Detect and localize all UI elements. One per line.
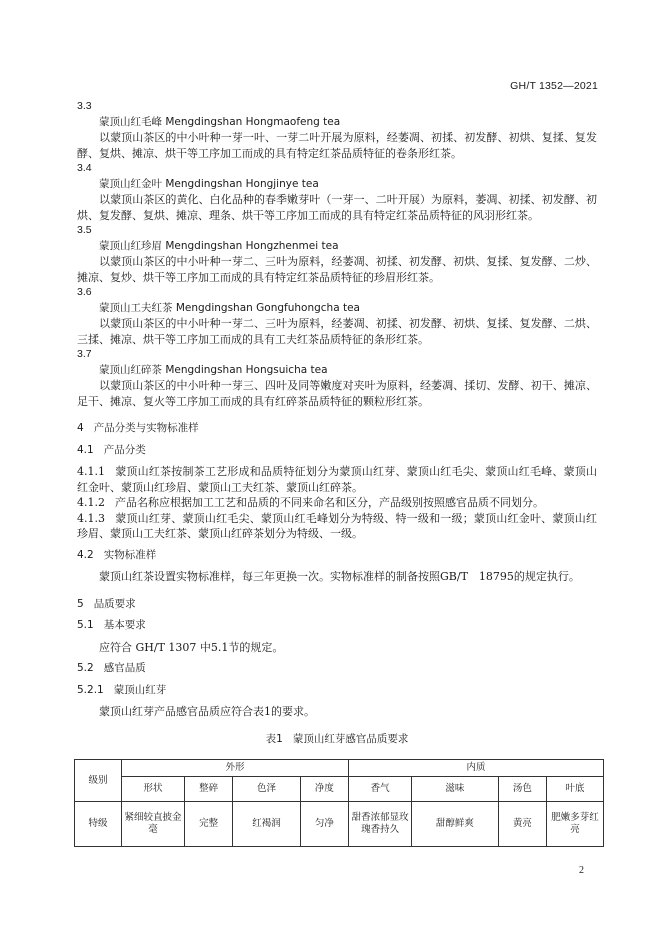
term-definition: 以蒙顶山茶区的中小叶种一芽三、四叶及同等嫩度对夹叶为原料，经萎凋、揉切、发酵、初干、摊凉、足干、摊凉、复火等工序加工而成的具有红碎茶品质特征的颗粒形红茶。 <box>77 379 597 408</box>
term-definition: 以蒙顶山茶区的黄化、白化品种的春季嫩芽叶（一芽一、二叶开展）为原料，萎凋、初揉、初发酵、初烘、复发酵、复烘、摊凉、理条、烘干等工序加工而成的具有特定红茶品质特征的风羽形红茶。 <box>77 193 597 222</box>
section-heading <box>77 421 597 437</box>
document-body <box>77 99 597 757</box>
inner-quality-group-header: 内质 <box>349 760 604 777</box>
quality-table <box>74 759 604 847</box>
grade-header: 级别 <box>75 760 122 802</box>
clause-text: 蒙顶山红芽、蒙顶山红毛尖、蒙顶山红毛峰划分为特级、特一级和一级；蒙顶山红金叶、蒙顶山红珍眉、蒙顶山工夫红茶、蒙顶山红碎茶划分为特级、一级。 <box>77 511 597 540</box>
term-name: 蒙顶山红金叶 Mengdingshan Hongjinye tea <box>99 177 319 190</box>
subsection-number: 5.2 <box>77 662 94 674</box>
term-name: 蒙顶山红碎茶 Mengdingshan Hongsuicha tea <box>99 363 328 376</box>
clause-item <box>77 464 597 495</box>
page-number: 2 <box>579 865 584 876</box>
subsection-title: 感官品质 <box>103 662 146 674</box>
table-cell: 甜香浓郁显玫瑰香持久 <box>349 802 412 847</box>
clause-number: 4.1.3 <box>77 511 105 525</box>
clause-item <box>77 511 597 542</box>
section-title: 品质要求 <box>93 597 136 610</box>
table-cell: 黄亮 <box>498 802 546 847</box>
term-number: 3.4 <box>77 162 92 174</box>
paragraph: 蒙顶山红芽产品感官品质应符合表1的要求。 <box>99 705 315 718</box>
term-number: 3.7 <box>77 348 92 360</box>
table-caption <box>77 732 597 748</box>
table-cell: 甜醇鲜爽 <box>412 802 499 847</box>
subsubsection-number: 5.2.1 <box>77 683 104 696</box>
column-header: 整碎 <box>185 777 233 802</box>
table-cell: 红褐润 <box>233 802 300 847</box>
column-header: 色泽 <box>233 777 300 802</box>
term-definition: 以蒙顶山茶区的中小叶种一芽二、三叶为原料，经萎凋、初揉、初发酵、初烘、复揉、复发酵、二烘、三揉、摊凉、烘干等工序加工而成的具有工夫红茶品质特征的条形红茶。 <box>77 317 597 346</box>
term-definition: 以蒙顶山茶区的中小叶种一芽一叶、一芽二叶开展为原料，经萎凋、初揉、初发酵、初烘、复揉、复发酵、复烘、摊凉、烘干等工序加工而成的具有特定红茶品质特征的卷条形红茶。 <box>77 131 597 160</box>
subsection-title: 基本要求 <box>103 619 146 631</box>
term-definition: 以蒙顶山茶区的中小叶种一芽二、三叶为原料，经萎凋、初揉、初发酵、初烘、复揉、复发酵、二炒、摊凉、复炒、烘干等工序加工而成的具有特定红茶品质特征的珍眉形红茶。 <box>77 255 597 284</box>
table-cell: 肥嫩多芽红亮 <box>547 802 604 847</box>
term-name: 蒙顶山红珍眉 Mengdingshan Hongzhenmei tea <box>99 239 339 252</box>
table-header-row <box>75 760 604 777</box>
column-header: 香气 <box>349 777 412 802</box>
section-number: 5 <box>77 597 84 610</box>
column-header: 净度 <box>300 777 348 802</box>
section-heading <box>77 597 597 613</box>
table-row <box>75 802 604 847</box>
subsection-number: 4.1 <box>77 443 94 456</box>
section-number: 4 <box>77 422 84 434</box>
table-cell: 匀净 <box>300 802 348 847</box>
term-number: 3.5 <box>77 224 92 236</box>
table-caption-title: 蒙顶山红芽感官品质要求 <box>292 732 409 745</box>
paragraph: 应符合 GH/T 1307 中5.1节的规定。 <box>99 640 284 654</box>
subsection-heading <box>77 618 597 634</box>
column-header: 滋味 <box>412 777 499 802</box>
subsection-heading <box>77 548 597 564</box>
clause-number: 4.1.1 <box>77 465 105 478</box>
appearance-group-header: 外形 <box>122 760 349 777</box>
table-caption-number: 表1 <box>265 732 283 745</box>
subsubsection-title: 蒙顶山红芽 <box>113 683 167 696</box>
table-subheader-row <box>75 777 604 802</box>
clause-item <box>77 495 597 511</box>
column-header: 形状 <box>122 777 185 802</box>
standard-number-header: GH/T 1352—2021 <box>510 80 598 92</box>
term-name: 蒙顶山红毛峰 Mengdingshan Hongmaofeng tea <box>99 115 341 128</box>
subsubsection-heading <box>77 683 597 699</box>
subsection-number: 5.1 <box>77 619 94 631</box>
table-cell: 紧细较直披金毫 <box>122 802 185 847</box>
table-cell: 完整 <box>185 802 233 847</box>
subsection-heading <box>77 443 597 459</box>
grade-cell: 特级 <box>75 802 122 847</box>
subsection-title: 实物标准样 <box>103 548 157 561</box>
term-number: 3.3 <box>77 100 92 112</box>
clause-text: 蒙顶山红茶按制茶工艺形成和品质特征划分为蒙顶山红芽、蒙顶山红毛尖、蒙顶山红毛峰、蒙顶山红金叶、蒙顶山红珍眉、蒙顶山工夫红茶、蒙顶山红碎茶。 <box>77 465 597 494</box>
term-number: 3.6 <box>77 286 92 298</box>
paragraph: 蒙顶山红茶设置实物标准样，每三年更换一次。实物标准样的制备按照GB/T 18795的规定执行。 <box>99 570 580 583</box>
clause-number: 4.1.2 <box>77 496 105 509</box>
term-name: 蒙顶山工夫红茶 Mengdingshan Gongfuhongcha tea <box>99 301 360 314</box>
column-header: 汤色 <box>498 777 546 802</box>
subsection-heading <box>77 661 597 677</box>
column-header: 叶底 <box>547 777 604 802</box>
subsection-title: 产品分类 <box>103 443 146 456</box>
section-title: 产品分类与实物标准样 <box>93 422 199 434</box>
clause-text: 产品名称应根据加工工艺和品质的不同来命名和区分，产品级别按照感官品质不同划分。 <box>115 496 544 509</box>
subsection-number: 4.2 <box>77 548 94 561</box>
